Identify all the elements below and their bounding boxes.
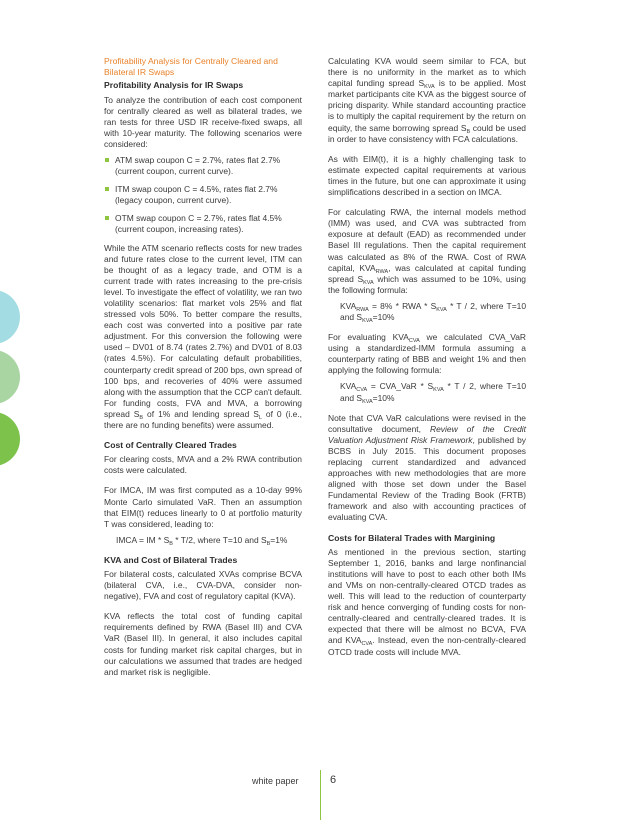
list-item: OTM swap coupon C = 2.7%, rates flat 4.5% (current coupon, increasing rates). [104,213,302,235]
list-item: ATM swap coupon C = 2.7%, rates flat 2.7% (current coupon, current curve). [104,155,302,177]
subheading-margining: Costs for Bilateral Trades with Margining [328,532,496,543]
kva-spread-paragraph: Calculating KVA would seem similar to FCA, but there is no uniformity in the market as to which capital funding spread $S_{KVA}$ is to be applied. Most market participants cite KVA as the biggest source of pricing disparity. While standard accounting practice is to multiply the capital requirement by the return on equity, the same borrowing spread $S_B$ could be used in order to have consistency with FCA calculations. [328,56,527,144]
bullet-icon [105,216,109,220]
kva-rwa-formula: $KVA_{RWA} = 8\%$ * RWA * $S_{KVA}$ * T / 2, where T=10 and $S_{KVA}=10\%$ [340,300,527,324]
bullet-icon [105,158,109,162]
bullet-icon [105,187,109,191]
decorative-circle-middle [0,350,20,404]
margining-paragraph: As mentioned in the previous section, starting September 1, 2016, banks and large nonfinancial institutions will have to post to each other both IMs and VMs on non-centrally-cleared OTCD trades as well. This will lead to the reduction of counterparty risk and hence converging of funding costs for non-centrally-cleared and centrally-cleared trades. It is expected that there will be almost no BCVA, FVA and $KVA_{CVA}$. Instead, even the non-centrally-cleared OTCD trade costs will include MVA. [328,546,526,657]
cleared-paragraph: For clearing costs, MVA and a 2% RWA contribution costs were calculated. [104,454,302,476]
scenario-paragraph: While the ATM scenario reflects costs for new trades and future rates close to the current level, ITM can be thought of as a legacy trade, and OTM is a current trade with rates increasing to the pre-crisis level. To investigate the effect of volatility, we ran two volatility scenarios: flat market vols 25% and flat stressed vols 50%. To better compare the results, each cost was converted into a positive par rate adjustment. For this conversion the following were used – DV01 of 8.74 (rates 2.7%) and DV01 of 8.03 (rates 4.5%). For calculating default probabilities, counterparty credit spread of 200 bps, own spread of 100 bps, and recoveries of 40% were assumed along with the assumption that the CCP can't default. For funding costs, FVA and MVA, a borrowing spread $S_B$ of 1% and lending spread $S_L$ of 0 (i.e., there are no funding benefits) were assumed. [104,242,302,431]
footer-label: white paper [252,776,299,786]
right-column [328,56,526,667]
page-number: 6 [330,774,337,786]
section-heading: Profitability Analysis for Centrally Cleared and Bilateral IR Swaps [104,56,278,78]
footer-divider [320,770,321,820]
imca-paragraph: For IMCA, IM was first computed as a 10-day 99% Monte Carlo simulated VaR. Then an assumption that EIM(t) reduces linearly to 0 at portfolio maturity T was considered, leading to: [104,485,302,529]
left-column [104,56,302,687]
kva-paragraph-2: KVA reflects the total cost of funding capital requirements defined by RWA (Basel III) and CVA VaR (Basel III). In general, it also includes capital costs for funding market risk capital charges, but in our calculations we assumed that trades are hedged and market risk is negligible. [104,611,302,677]
rwa-paragraph: For calculating RWA, the internal models method (IMM) was used, and CVA was subtracted from exposure at default (EAD) as recommended under Basel III regulations. Then the capital requirement was calculated as 8% of the RWA. Cost of RWA capital, $KVA_{RWA}$, was calculated at capital funding spread $S_{KVA}$ which was assumed to be 10%, using the following formula: [328,207,527,295]
kva-paragraph-1: For bilateral costs, calculated XVAs comprise BCVA (bilateral CVA, i.e., CVA-DVA, consider non-negative), FVA and cost of regulatory capital (KVA). [104,568,302,602]
subheading-centrally-cleared: Cost of Centrally Cleared Trades [104,440,237,451]
decorative-circle-top [0,290,20,344]
subheading-kva: KVA and Cost of Bilateral Trades [104,554,238,565]
kva-cva-paragraph: For evaluating $KVA_{CVA}$ we calculated CVA_VaR using a standardized-IMM formula assuming a counterparty rating of BBB and weight 1% and then applying the following formula: [328,332,526,376]
scenario-list [104,155,302,236]
list-item: ITM swap coupon C = 4.5%, rates flat 2.7% (legacy coupon, current curve). [104,184,302,206]
intro-paragraph: To analyze the contribution of each cost component for centrally cleared as well as bilateral trades, we ran tests for three USD IR receive-fixed swaps, all with 10-year maturity. The following scenarios were considered: [104,94,302,149]
cva-var-paragraph: Note that CVA VaR calculations were revised in the consultative document, Review of the Credit Valuation Adjustment Risk Framework, published by BCBS in July 2015. This document proposes replacing current standardized and advanced approaches with new methodologies that are more aligned with those set down under the Basel Fundamental Review of the Trading Book (FRTB) framework and also with accounting practices of evaluating CVA. [328,412,526,523]
kva-cva-formula: $KVA_{CVA}$ = CVA_VaR * $S_{KVA}$ * T / 2, where T=10 and $S_{KVA}=10\%$ [340,381,527,405]
decorative-circle-bottom [0,412,20,466]
eim-paragraph: As with EIM(t), it is a highly challenging task to estimate expected capital requirements at various times in the future, but one can approximate it using simplifications described in a section on IMCA. [328,153,526,198]
imca-formula: IMCA = IM * $S_B * T/2$, where T=10 and $S_B=1\%$ [116,534,288,547]
subheading-ir-swaps: Profitability Analysis for IR Swaps [104,80,244,91]
